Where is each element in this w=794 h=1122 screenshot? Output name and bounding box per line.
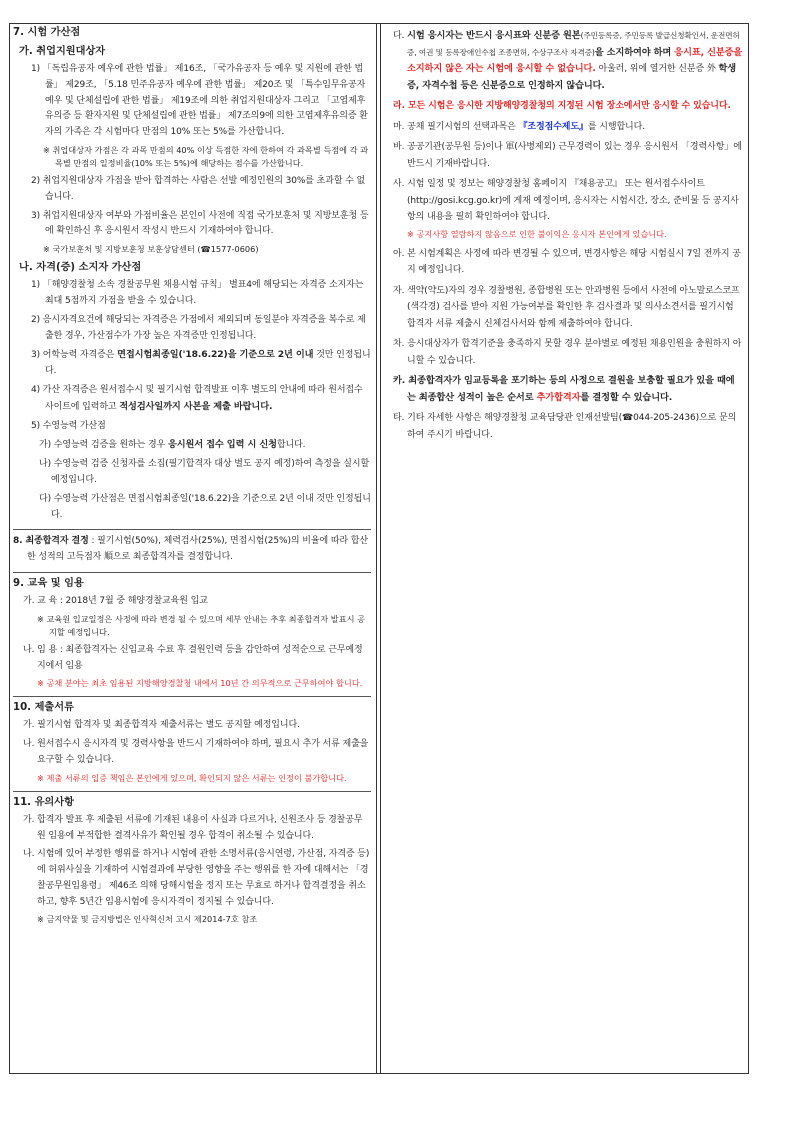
s11-c-bold2: 을 소지하여야 하며 xyxy=(594,46,675,58)
s8-text xyxy=(13,534,371,566)
s11-c-small: (주민등록증, 주민등록 발급신청확인서, 운전면허증, 여권 및 등록장애인수첩 조종면허, 수상구조사 자격증) xyxy=(407,31,740,57)
s7-a1-note: ※ 취업대상자 가점은 각 과목 만점의 40% 이상 득점한 자에 한하여 각 과목별 득점에 각 과목별 만점의 일정비율(10% 또는 5%)에 해당하는 점수를 가산합니다. xyxy=(43,144,369,168)
s11-e-pre: 마. 공채 필기시험의 선택과목은 xyxy=(393,121,519,132)
s11-l: 타. 기타 자세한 사항은 해양경찰청 교육담당관 인재선발팀(☎044-205-2436)으로 문의하여 주시기 바랍니다. xyxy=(393,413,737,440)
s11-j: 차. 응시대상자가 합격기준을 충족하지 못할 경우 분야별로 예정된 채용인원을 충원하지 아니할 수 있습니다. xyxy=(393,339,742,366)
s9-b: 나. 임 용 : 최종합격자는 신임교육 수료 후 결원인력 등을 감안하여 성적순으로 근무예정지에서 임용 xyxy=(23,644,363,671)
s11-f: 바. 공공기관(공무원 등)이나 軍(사병제외) 근무경력이 있는 경우 응시원서 「경력사항」에 반드시 기재바랍니다. xyxy=(393,142,742,169)
s7-a3-note: ※ 국가보훈처 및 지방보훈청 보훈상담센터 (☎1577-0606) xyxy=(43,244,259,255)
s7-b5a xyxy=(13,437,371,454)
s11-h: 아. 본 시험계획은 사정에 따라 변경될 수 있으며, 변경사항은 해당 시험실시 7일 전까지 공지 예정입니다. xyxy=(393,248,741,275)
section-9 xyxy=(13,572,371,690)
s7-b3-post: 것만 인정됩니다. xyxy=(45,350,371,377)
s7-b5c: 다) 수영능력 가산점은 면접시험최종일('18.6.22)을 기준으로 2년 이내 것만 인정됩니다. xyxy=(39,493,371,520)
right-column xyxy=(383,24,749,1073)
s11-g: 사. 시험 일정 및 정보는 해양경찰청 홈페이지 『채용공고』 또는 원서접수사이트(http://gosi.kcg.go.kr)에 게재 예정이며, 응시자는 시험시간, 장소, 준비물 등 공지사항의 내용을 필히 확인하여야 합니다. xyxy=(393,179,739,222)
s11-c-bold3: 학생증, 자격수첩 등은 신분증으로 인정하지 않습니다. xyxy=(407,63,737,91)
s11-e-post: 를 시행합니다. xyxy=(587,121,645,132)
s11-i: 자. 색약(약도)자의 경우 경찰병원, 종합병원 또는 안과병원 등에서 사전에 아노말로스코프(색각경) 검사를 받아 지원 가능여부를 확인한 후 검사결과 및 의사소견서를 필기시험 합격자 서류 제출시 신체검사서와 함께 제출하여야 합니다. xyxy=(393,285,740,329)
s10-b: 나. 원서접수시 응시자격 및 경력사항을 반드시 기재하여야 하며, 필요시 추가 서류 제출을 요구할 수 있습니다. xyxy=(23,739,369,765)
s11-c xyxy=(393,28,743,94)
section-10-title: 10. 제출서류 xyxy=(13,702,74,714)
s7-a3: 3) 취업지원대상자 여부와 가점비율은 본인이 사전에 직접 국가보훈처 및 지방보훈청 등에 확인하신 후 응시원서 작성시 반드시 기재하여야 합니다. xyxy=(31,210,369,237)
s11-c-pre: 다. xyxy=(393,31,408,41)
section-8-title: 8. 최종합격자 결정 xyxy=(13,536,89,547)
s11-c-mid: 아울러, 위에 열거한 신분증 外 xyxy=(595,64,719,74)
page-frame xyxy=(9,23,749,1074)
section-11 xyxy=(13,791,371,927)
s11-b: 나. 시험에 있어 부정한 행위를 하거나 시험에 관한 소명서류(응시연령, 가산점, 자격증 등)에 허위사실을 기재하여 시험결과에 부당한 영향을 주는 행위를 한 자에 대해서는 「경찰공무원임용령」 제46조 의해 당해시험을 정지 또는 무효로 하거나 합격결정을 취소하고, 향후 5년간 임용시험에 응시자격이 정지될 수 있습니다. xyxy=(23,849,370,907)
section-10 xyxy=(13,696,371,784)
section-7-title: 7. 시험 가산점 xyxy=(13,27,81,38)
s11-c-bold1: 시험 응시자는 반드시 응시표와 신분증 원본 xyxy=(407,30,581,41)
s11-b-note: ※ 금지약물 및 금지방법은 인사혁신처 고시 제2014-7호 참조 xyxy=(37,914,258,925)
column-divider xyxy=(380,24,381,1073)
s11-d: 라. 모든 시험은 응시한 지방해양경찰청의 지정된 시험 장소에서만 응시할 수 있습니다. xyxy=(393,101,731,111)
s10-a: 가. 필기시험 합격자 및 최종합격자 제출서류는 별도 공지할 예정입니다. xyxy=(23,720,300,731)
s11-k-post: 를 결정할 수 있습니다. xyxy=(580,391,673,403)
s11-k-red: 추가합격자 xyxy=(536,391,581,403)
section-11-title: 11. 유의사항 xyxy=(13,796,74,808)
section-7a-title: 가. 취업지원대상자 xyxy=(19,46,106,57)
section-9-title: 9. 교육 및 임용 xyxy=(13,577,84,589)
s11-k xyxy=(393,373,743,406)
s9-a: 가. 교 육 : 2018년 7월 중 해양경찰교육원 입교 xyxy=(23,595,208,606)
s10-b-note: ※ 제출 서류의 입증 책임은 본인에게 있으며, 확인되지 않은 서류는 인정이 불가합니다. xyxy=(37,772,347,783)
s7-b5: 5) 수영능력 가산점 xyxy=(31,420,106,431)
s7-b5a-post: 합니다. xyxy=(276,440,306,451)
s7-b5b: 나) 수영능력 검증 신청자를 소집(필기합격자 대상 별도 공지 예정)하여 측정을 실시할 예정입니다. xyxy=(39,459,370,485)
s11-e-blue: 『조정점수제도』 xyxy=(518,121,588,132)
s9-b-note: ※ 공채 분야는 최초 임용된 지방해양경찰청 내에서 10년 간 의무적으로 근무하여야 합니다. xyxy=(37,678,363,689)
s7-b5a-bold: 응시원서 접수 입력 시 신청 xyxy=(167,439,277,451)
s7-b4-bold: 적성검사일까지 사본을 제출 바랍니다. xyxy=(119,400,273,412)
s7-a2: 2) 취업지원대상자 가점을 받아 합격하는 사람은 선발 예정인원의 30%를 초과할 수 없습니다. xyxy=(31,175,366,202)
s7-b3 xyxy=(13,347,371,380)
left-column xyxy=(10,24,377,1073)
section-7b-title: 나. 자격(증) 소지자 가산점 xyxy=(19,262,142,274)
s7-b3-bold: 면접시험최종일('18.6.22)을 기준으로 2년 이내 xyxy=(117,349,314,361)
s11-a: 가. 합격자 발표 후 제출된 서류에 기재된 내용이 사실과 다르거나, 신원조사 등 경찰공무원 임용에 부적합한 결격사유가 확인될 경우 합격이 취소될 수 있습니다. xyxy=(23,814,363,841)
s11-g-note: ※ 공지사항 열람하지 않음으로 인한 불이익은 응시자 본인에게 있습니다. xyxy=(407,228,667,239)
s11-e xyxy=(393,119,743,136)
s8-body: : 필기시험(50%), 체력검사(25%), 면접시험(25%)의 비율에 따라 합산한 성적의 고득점자 順으로 최종합격자를 결정합니다. xyxy=(27,536,368,563)
s7-b4 xyxy=(13,383,371,416)
s7-b1: 1) 「해양경찰청 소속 경찰공무원 채용시험 규칙」 별표4에 해당되는 자격증 소지자는 최대 5점까지 가점을 받을 수 있습니다. xyxy=(31,280,364,306)
s7-b5a-pre: 가) 수영능력 검증을 원하는 경우 xyxy=(39,440,168,451)
s11-k-pre: 카. 최종합격자가 임교등록을 포기하는 등의 사정으로 결원을 보충할 필요가 있을 때에는 최종합산 성적이 높은 순서로 xyxy=(393,375,735,403)
s9-a-note: ※ 교육원 입교일정은 사정에 따라 변경 될 수 있으며 세부 안내는 추후 최종합격자 발표시 공지할 예정입니다. xyxy=(37,613,366,637)
section-8 xyxy=(13,529,371,566)
s7-b3-pre: 3) 어학능력 자격증은 xyxy=(31,350,118,361)
s7-b2: 2) 응시자격요건에 해당되는 자격증은 가점에서 제외되며 동일분야 자격증을 복수로 제출한 경우, 가산점수가 가장 높은 자격증만 인정됩니다. xyxy=(31,314,366,341)
s11-c-red: 응시표, 신분증을 소지하지 않은 자는 시험에 응시할 수 없습니다. xyxy=(407,46,743,74)
s7-a1: 1) 「독립유공자 예우에 관한 법률」 제16조, 「국가유공자 등 예우 및 지원에 관한 법률」 제29조, 「5.18 민주유공자 예우에 관한 법률」 제20조 및 「특수임무유공자 예우 및 단체설립에 관한 법률」 제19조에 의한 취업지원대상자 그리고 「고엽제후유의증 등 환자지원 및 단체설립에 관한 법률」 제7조의9에 의한 고엽제후유의증 환자의 가족은 각 시험마다 만점의 10% 또는 5%를 가산합니다. xyxy=(31,64,368,138)
s7-b4-pre: 4) 가산 자격증은 원서접수시 및 필기시험 합격발표 이후 별도의 안내에 따라 원서접수사이트에 입력하고 xyxy=(31,384,363,412)
